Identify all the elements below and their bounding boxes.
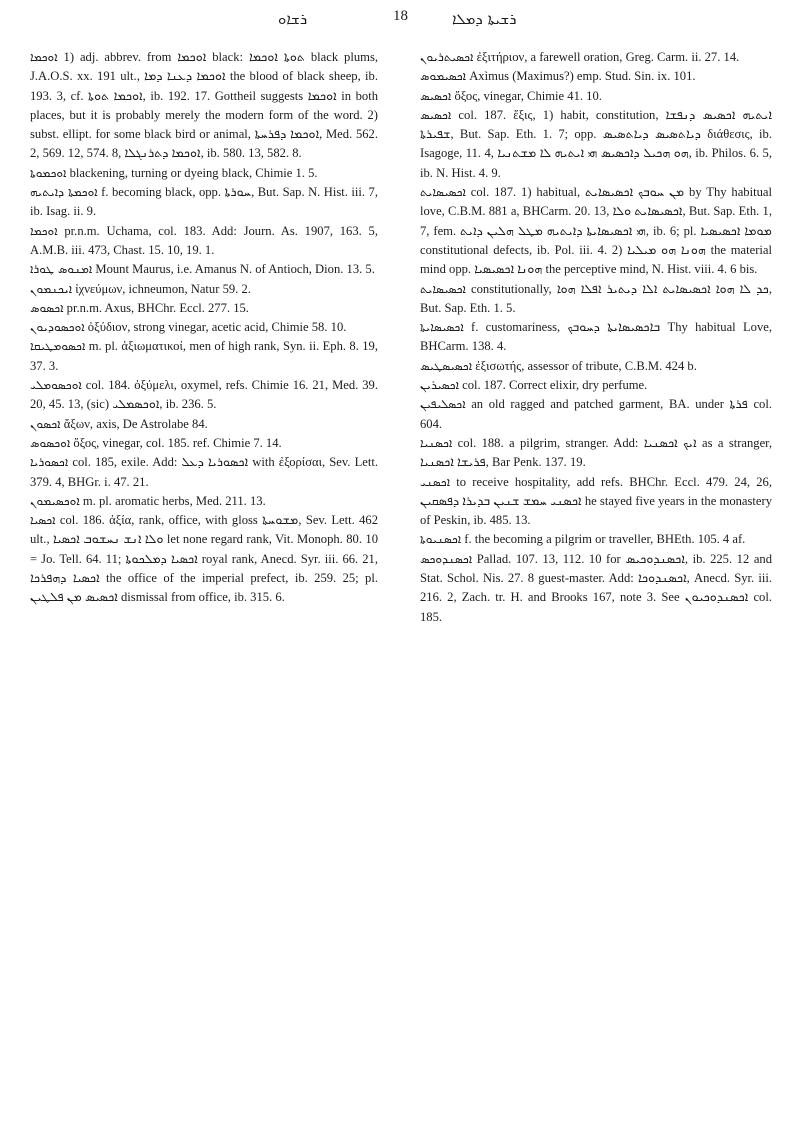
dictionary-entry bbox=[30, 280, 378, 299]
entry-definition: ἄξων, axis, De Astrolabe 84. bbox=[60, 416, 208, 431]
entry-headword: ܐܟܣܝܣܐܝܬ bbox=[420, 185, 466, 200]
entry-definition: to receive hospitality, add refs. BHChr. Eccl. 479. 24, 26, ܐܟܣܢܝ ܚܡܫ ܫܢܝܢ ܒܕܝܪܐ ܕܦܣܩܝܢ he stayed five years in the monastery of Peskin, ib. 485. 13. bbox=[420, 474, 772, 528]
entry-headword: ܐܟܣܘܪܝܐ bbox=[30, 455, 69, 470]
dictionary-entry bbox=[420, 183, 772, 279]
entry-definition: ὄξος, vinegar, col. 185. ref. Chimie 7. 14. bbox=[70, 435, 282, 450]
entry-definition: m. pl. ἀξιωματικοί, men of high rank, Syn. ii. Eph. 8. 19, 37. 3. bbox=[30, 339, 378, 373]
entry-headword: ܐܟܣܢܝܘܬܐ bbox=[420, 532, 462, 547]
dictionary-entry bbox=[30, 434, 378, 453]
entry-definition: pr.n.m. Axus, BHChr. Eccl. 277. 15. bbox=[63, 300, 249, 315]
entry-headword: ܐܟܣܠܝܦܝܢ bbox=[420, 397, 466, 412]
entry-headword: ܐܡܢܘܣ ܛܘܪܐ bbox=[30, 262, 93, 277]
entry-headword: ܐܟܣܘܣ bbox=[30, 300, 64, 315]
entry-definition: ἐξισωτής, assessor of tribute, C.B.M. 424 b. bbox=[472, 358, 697, 373]
entry-headword: ܐܟܣܝܡܘܣ bbox=[420, 69, 467, 84]
entry-definition: f. the becoming a pilgrim or traveller, BHEth. 105. 4 af. bbox=[461, 532, 746, 547]
header-right-title: ܪܫܝܬܐ ܕܡܠܐ bbox=[452, 10, 517, 28]
dictionary-entry bbox=[30, 299, 378, 318]
dictionary-entry bbox=[30, 511, 378, 607]
entry-definition: col. 187. Correct elixir, dry perfume. bbox=[458, 378, 648, 393]
entry-definition: f. customariness, ܒܐܟܣܝܣܐܝܬܐ ܕܚܘܒܟ Thy habitual Love, BHCarm. 138. 4. bbox=[420, 320, 773, 354]
entry-definition: ὀξύδιον, strong vinegar, acetic acid, Chimie 58. 10. bbox=[84, 320, 347, 335]
dictionary-entry bbox=[420, 280, 772, 319]
entry-headword: ܐܘܟܡܐ bbox=[30, 50, 58, 64]
left-column bbox=[30, 48, 378, 608]
entry-headword: ܐܟܣܢܕܘܟܣ bbox=[420, 551, 473, 566]
entry-definition: Mount Maurus, i.e. Amanus N. of Antioch, Dion. 13. 5. bbox=[92, 262, 375, 277]
entry-headword: ܐܟܣܝܣ bbox=[420, 107, 452, 122]
entry-headword: ܐܟܣܢܝ bbox=[420, 474, 451, 489]
entry-headword: ܐܝܟܢܡܘܢ bbox=[30, 281, 73, 296]
right-column bbox=[420, 48, 772, 627]
dictionary-entry bbox=[30, 222, 378, 261]
dictionary-entry bbox=[420, 318, 772, 357]
entry-headword: ܐܟܣܝܣܛܝܣ bbox=[420, 358, 473, 373]
dictionary-entry bbox=[30, 376, 378, 415]
entry-headword: ܐܟܣܝܪܝܢ bbox=[420, 378, 459, 393]
entry-headword: ܐܟܣܢܝܐ bbox=[420, 435, 453, 450]
entry-definition: constitutionally, ܟܕ ܠܐ ܗܘܐ ܐܟܣܝܣܐܝܬ ܐܠܐ ܕܝܬܝܪ ܐܦܠܐ ܗܘܐ, But. Sap. Eth. 1. 5. bbox=[420, 281, 772, 315]
entry-headword: ܐܘܟܡܐ bbox=[30, 223, 58, 238]
dictionary-entry bbox=[30, 337, 378, 376]
entry-definition: ὄξος, vinegar, Chimie 41. 10. bbox=[451, 88, 602, 103]
dictionary-entry bbox=[420, 530, 772, 549]
entry-definition: Axìmus (Maximus?) emp. Stud. Sin. ix. 101. bbox=[466, 69, 696, 84]
dictionary-entry bbox=[30, 415, 378, 434]
entry-definition: col. 188. a pilgrim, stranger. Add: ܐܝܟ ܐܟܣܢܝܐ as a stranger, ܦܪܝܫܐ ܐܟܣܢܝܐ, Bar Penk. 137. 19. bbox=[420, 435, 773, 470]
entry-definition: col. 187. ἕξις, 1) habit, constitution, ܐܝܬܝܗ ܐܟܣܝܣ ܕܢܦܫܐ ܫܦܝܪܬܐ, But. Sap. Eth. 1. 7; opp. ܕܝܐܬܣܝܣ ܕܝܐܬܣܝܣ διάθεσις, ib. Isagoge, 11. 4, ܗܘ ܗܟܝܠ ܕܐܟܣܝܣ ܗܝ ܐܝܬܝܗ ܠܐ ܡܫܬܢܝܐ, ib. Philos. 6. 5, ib. N. Hist. 4. 9. bbox=[420, 107, 773, 180]
entry-definition: col. 184. ὀξύμελι, oxymel, refs. Chimie 16. 21, Med. 39. 20, 45. 13, (sic) ܐܘܟܣܡܠܝ, ib. 236. 5. bbox=[30, 378, 378, 412]
entry-definition: col. 186. ἀξία, rank, office, with gloss ܡܫܘܚܬܐ, Sev. Lett. 462 ult., ܘܠܐ ܐܢܫ ܢܚܫܘܒ ܐܟܣܝܐ let none regard rank, Vit. Monoph. 80. 10 = Jo. Tell. 64. 11; ܐܟܣܝܐ ܕܡܠܟܘܬܐ royal rank, Anecd. Syr. iii. 66. 21, ܐܟܣܝܐ ܕܗܦܪܟܐ the office of the imperial prefect, ib. 259. 25; pl. ܐܟܣܝܣ ܡܢ ܦܠܛܝܢ dismissal from office, ib. 315. 6. bbox=[30, 513, 378, 605]
entry-definition: blackening, turning or dyeing black, Chimie 1. 5. bbox=[66, 165, 318, 180]
entry-definition: an old ragged and patched garment, BA. under ܦܪܬܐ col. 604. bbox=[420, 397, 772, 431]
entry-definition: m. pl. aromatic herbs, Med. 211. 13. bbox=[79, 493, 266, 508]
entry-headword: ܐܟܣܘܡܛܝܩܐ bbox=[30, 339, 86, 354]
dictionary-entry bbox=[30, 260, 378, 279]
entry-definition: pr.n.m. Uchama, col. 183. Add: Journ. As. 1907, 163. 5, A.M.B. iii. 473, Chast. 15. 10, 19. 1. bbox=[30, 223, 378, 257]
entry-headword: ܐܟܣܝܐ bbox=[30, 513, 56, 528]
dictionary-entry bbox=[420, 473, 772, 531]
entry-headword: ܐܟܣܝܣܐܝܬܐ bbox=[420, 320, 464, 335]
entry-definition: ἰχνεύμων, ichneumon, Natur 59. 2. bbox=[72, 281, 251, 296]
running-header bbox=[0, 8, 800, 34]
entry-definition: col. 185, exile. Add: ܐܟܣܘܪܝܐ ܕܥܠ with ἐξορίσαι, Sev. Lett. 379. 4, BHGr. i. 47. 21. bbox=[30, 455, 379, 489]
entry-definition: ἐξιτήριον, a farewell oration, Greg. Carm. ii. 27. 14. bbox=[473, 50, 740, 64]
entry-headword: ܐܟܣܘܢ bbox=[30, 416, 61, 431]
entry-headword: ܐܘܟܣܘܣ bbox=[30, 435, 71, 450]
dictionary-entry bbox=[30, 318, 378, 337]
dictionary-entry bbox=[30, 183, 378, 222]
entry-headword: ܐܘܟܡܬܐ ܕܐܝܬܝܗ bbox=[30, 185, 98, 200]
entry-headword: ܐܟܣܝܣܐܝܬ bbox=[420, 281, 466, 296]
dictionary-entry bbox=[420, 67, 772, 86]
dictionary-entry bbox=[420, 376, 772, 395]
dictionary-entry bbox=[420, 48, 772, 67]
dictionary-entry bbox=[420, 550, 772, 627]
dictionary-entry bbox=[30, 164, 378, 183]
page-number: 18 bbox=[393, 8, 408, 24]
entry-headword: ܐܟܣܝܣ bbox=[420, 88, 452, 103]
dictionary-entry bbox=[30, 48, 378, 164]
header-left-title: ܪܫܐܘ bbox=[278, 10, 308, 28]
entry-headword: ܐܘܟܣܘܕܝܘܢ bbox=[30, 320, 85, 335]
dictionary-entry bbox=[420, 357, 772, 376]
entry-headword: ܐܘܟܡܘܬܐ bbox=[30, 165, 67, 180]
entry-definition: 1) adj. abbrev. from ܐܘܟܡܐ black: ܬܘܬܐ ܐܘܟܡܐ black plums, J.A.O.S. xx. 191 ult., ܐܘܟܡܐ ܕܥܢܐ ܕܡܐ the blood of black sheep, ib. 193. 3, cf. ܐܘܟܡܐ ܬܘܬܐ, ib. 192. 17. Gottheil suggests ܐܘܟܡܐ in both places, but it is probably merely the modern form of the word. 2) subst. ellipt. for some black bird or animal, ܐܘܟܡܐ ܕܦܪܚܬܐ, Med. 562. 2, 569. 12, 574. 8, ܐܘܟܡܐ ܕܬܪܢܓܠܐ, ib. 580. 13, 582. 8. bbox=[30, 50, 379, 161]
dictionary-entry bbox=[420, 87, 772, 106]
entry-definition: col. 187. 1) habitual, ܡܢ ܚܘܒܟ ܐܟܣܝܣܐܝܬ by Thy habitual love, C.B.M. 881 a, BHCarm. 20. 13, ܐܟܣܝܣܐܝܬ ܘܠܐ, But. Sap. Eth. 1, 7, fem. ܗܝ ܐܟܣܝܣܐܝܬܐ ܕܐܝܬܝܗ ܡܛܠ ܗܠܝܢ ܕܐܝܬ, ib. 6; pl. ܡܘܡܐ ܐܟܣܝܣܝܐ constitutional defects, ib. Pol. iii. 4. 2) ܗܘܢܐ ܗܘ ܡܝܠܝܐ the material mind opp. ܗܘܢܐ ܐܟܣܝܣܝܐ the perceptive mind, N. Hist. viii. 4. 6 bis. bbox=[420, 185, 772, 277]
entry-definition: Pallad. 107. 13, 112. 10 for ܐܟܣܢܕܘܟܝܣ, ib. 225. 12 and Stat. Schol. Nis. 27. 8 guest-master. Add: ܐܟܣܢܕܘܟܐ, Anecd. Syr. iii. 216. 2, Zach. tr. H. and Brooks 167, note 3. See ܐܟܣܢܕܘܟܝܘܢ col. 185. bbox=[420, 551, 772, 624]
entry-definition: f. becoming black, opp. ܚܘܪܬܐ, But. Sap. N. Hist. iii. 7, ib. Isag. ii. 9. bbox=[30, 185, 378, 219]
dictionary-entry bbox=[420, 395, 772, 434]
entry-headword: ܐܘܟܣܝܡܘܢ bbox=[30, 493, 80, 508]
entry-headword: ܐܟܣܝܬܪܝܘܢ bbox=[420, 50, 474, 64]
dictionary-entry bbox=[30, 492, 378, 511]
dictionary-entry bbox=[30, 453, 378, 492]
dictionary-entry bbox=[420, 434, 772, 473]
entry-headword: ܐܘܟܣܘܡܠܝ bbox=[30, 378, 82, 393]
dictionary-entry bbox=[420, 106, 772, 183]
